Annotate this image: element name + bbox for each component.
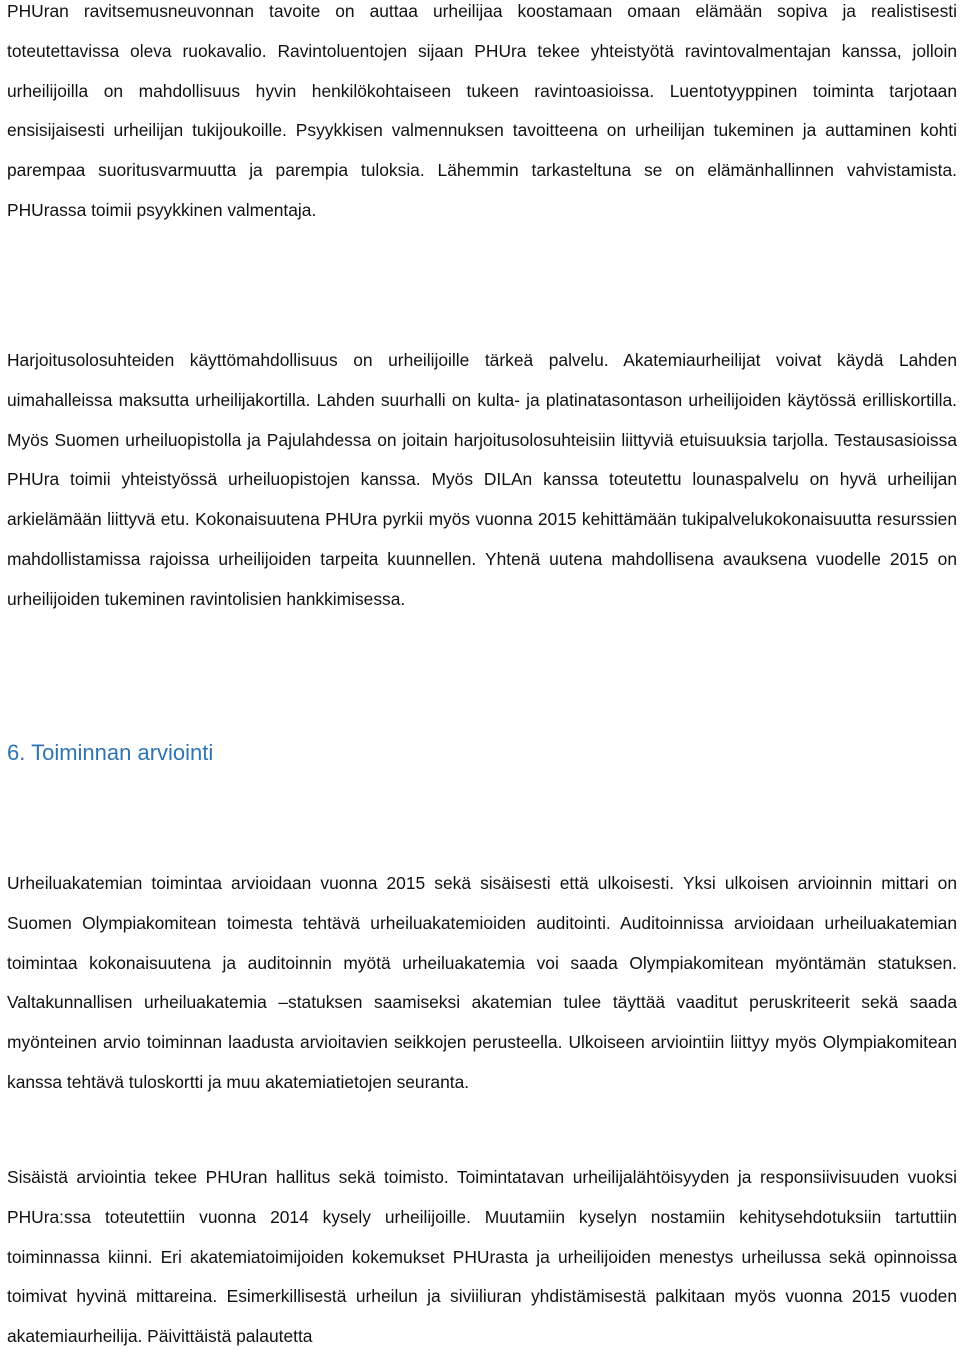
section-heading — [7, 733, 213, 773]
paragraph-nutrition-coaching: PHUran ravitsemusneuvonnan tavoite on auttaa urheilijaa koostamaan omaan elämään sopiva ja realistisesti toteutettavissa oleva ruokavalio. Ravintoluentojen sijaan PHUra tekee yhteistyötä ravintovalmentajan kanssa, jolloin urheilijoilla on mahdollisuus hyvin henkilökohtaiseen tukeen ravintoasioissa. Luentotyyppinen toiminta tarjotaan ensisijaisesti urheilijan tukijoukoille. Psyykkisen valmennuksen tavoitteena on urheilijan tukeminen ja auttaminen kohti parempaa suoritusvarmuutta ja parempia tuloksia. Lähemmin tarkasteltuna se on elämänhallinnen vahvistamista. PHUrassa toimii psyykkinen valmentaja. — [7, 1, 957, 220]
section-number: 6. — [7, 740, 26, 765]
paragraph-external-evaluation: Urheiluakatemian toimintaa arvioidaan vuonna 2015 sekä sisäisesti että ulkoisesti. Yksi ulkoisen arvioinnin mittari on Suomen Olympiakomitean toimesta tehtävä urheiluakatemioiden auditointi. Auditoinnissa arvioidaan urheiluakatemian toimintaa kokonaisuutena ja auditoinnin myötä urheiluakatemia voi saada Olympiakomitean myöntämän statuksen. Valtakunnallisen urheiluakatemia –statuksen saamiseksi akatemian tulee täyttää vaaditut peruskriteerit sekä saada myönteinen arvio toiminnan laadusta arvioitavien seikkojen perusteella. Ulkoiseen arviointiin liittyy myös Olympiakomitean kanssa tehtävä tuloskortti ja muu akatemiatietojen seuranta. — [7, 873, 957, 1092]
paragraph-internal-evaluation: Sisäistä arviointia tekee PHUran hallitus sekä toimisto. Toimintatavan urheilijalähtöisyyden ja responsiivisuuden vuoksi PHUra:ssa toteutettiin vuonna 2014 kysely urheilijoille. Muutamiin kyselyn nostamiin kehitysehdotuksiin tartuttiin toiminnassa kiinni. Eri akatemiatoimijoiden kokemukset PHUrasta ja urheilijoiden menestys urheilussa sekä opinnoissa toimivat hyvinä mittareina. Esimerkillisestä urheilun ja siviiliuran yhdistämisestä palkitaan myös vuonna 2015 vuoden akatemiaurheilija. Päivittäistä palautetta — [7, 1167, 957, 1347]
section-title: Toiminnan arviointi — [31, 740, 214, 765]
paragraph-training-facilities: Harjoitusolosuhteiden käyttömahdollisuus on urheilijoille tärkeä palvelu. Akatemiaurheilijat voivat käydä Lahden uimahalleissa maksutta urheilijakortilla. Lahden suurhalli on kulta- ja platinatasontason urheilijoiden käytössä erilliskortilla. Myös Suomen urheiluopistolla ja Pajulahdessa on joitain harjoitusolosuhteisiin liittyviä etuisuuksia tarjolla. Testausasioissa PHUra toimii yhteistyössä urheiluopistojen kanssa. Myös DILAn kanssa toteutettu lounaspalvelu on hyvä urheilijan arkielämään liittyvä etu. Kokonaisuutena PHUra pyrkii myös vuonna 2015 kehittämään tukipalvelukokonaisuutta resurssien mahdollistamissa rajoissa urheilijoiden tarpeita kuunnellen. Yhtenä uutena mahdollisena avauksena vuodelle 2015 on urheilijoiden tukeminen ravintolisien hankkimisessa. — [7, 350, 957, 609]
